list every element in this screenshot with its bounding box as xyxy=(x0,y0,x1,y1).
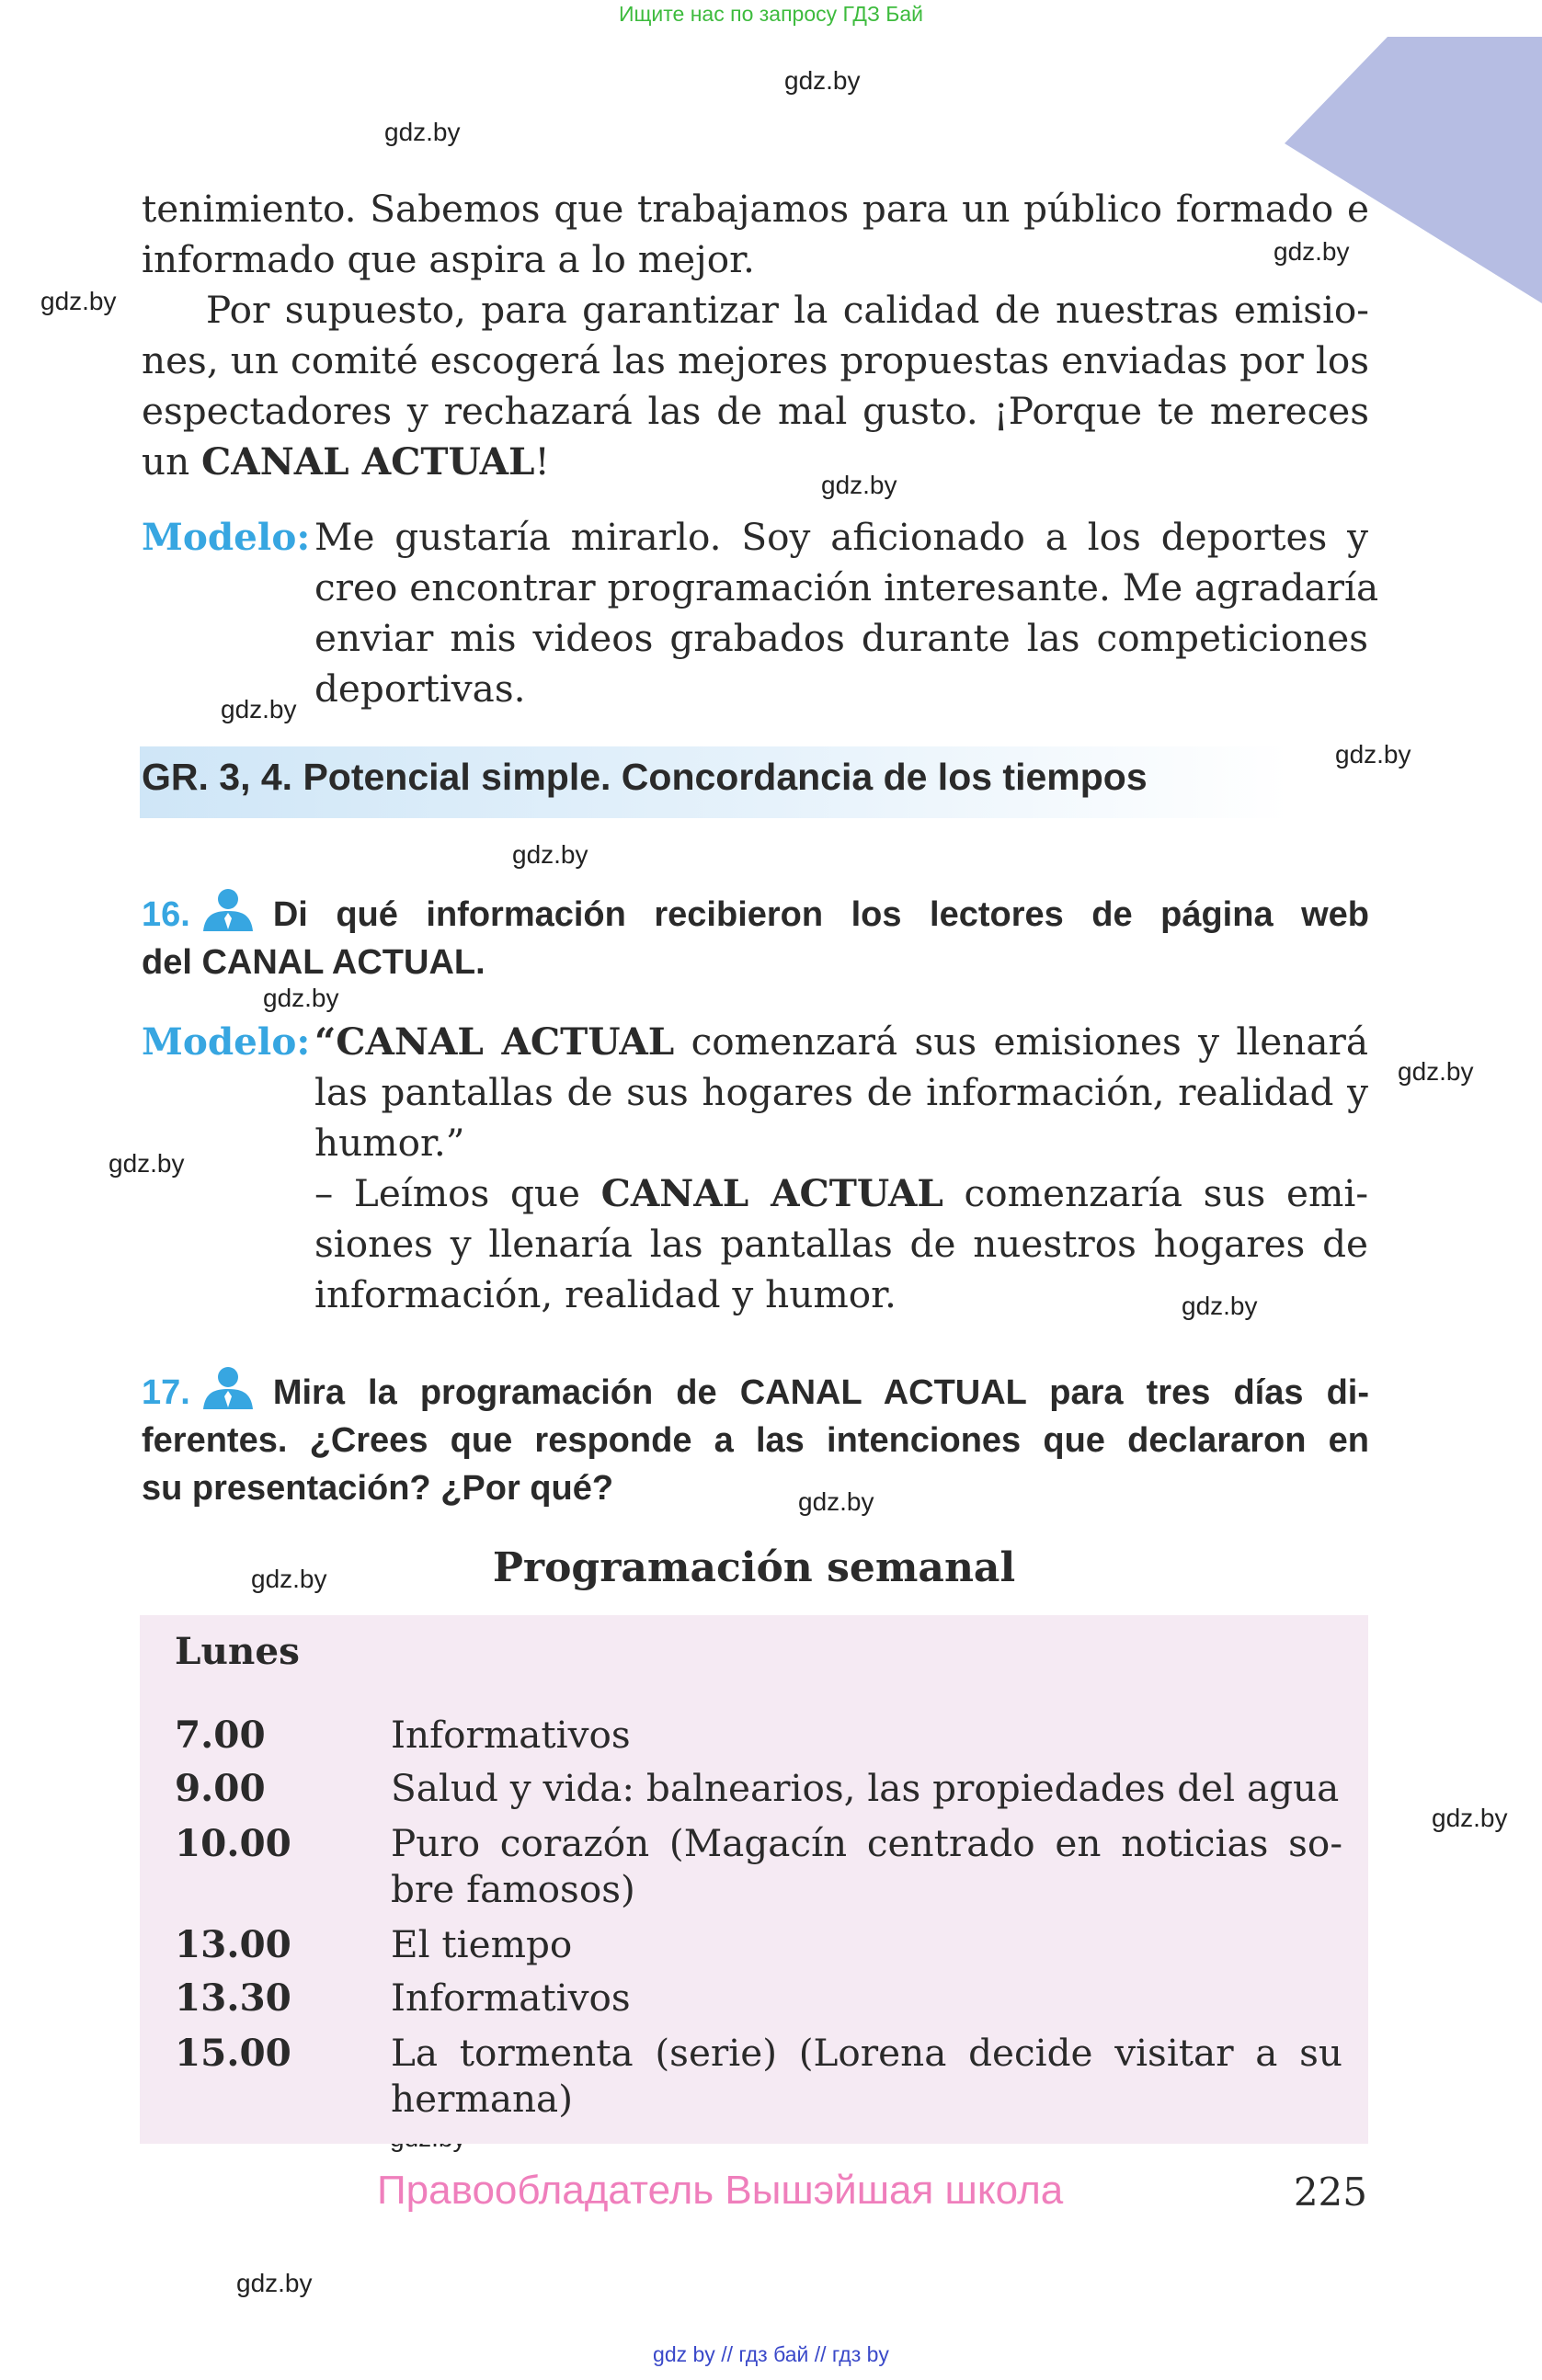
text-line: El tiempo xyxy=(391,1922,573,1966)
text-line: creo encontrar programación interesante. Me agradaría xyxy=(314,565,1379,609)
text-line: La tormenta (serie) (Lorena decide visitar a su xyxy=(391,2031,1342,2075)
text-fragment: un xyxy=(142,439,202,484)
task-line xyxy=(142,1365,1369,1417)
watermark: gdz.by xyxy=(40,287,117,315)
watermark: gdz.by xyxy=(236,2269,313,2297)
text-fragment: comenzaría sus emi- xyxy=(942,1171,1369,1215)
task-line: del CANAL ACTUAL. xyxy=(142,943,485,982)
watermark: gdz.by xyxy=(1335,740,1411,769)
canal-actual-bold: CANAL ACTUAL xyxy=(201,439,535,484)
task-line: ferentes. ¿Crees que responde a las intenciones que declararon en xyxy=(142,1421,1369,1460)
watermark: gdz.by xyxy=(1432,1804,1508,1832)
text-line: enviar mis videos grabados durante las competiciones xyxy=(314,616,1368,660)
task-number: 16. xyxy=(142,895,190,934)
schedule-time: 15.00 xyxy=(175,2031,291,2075)
text-line: hermana) xyxy=(391,2077,573,2121)
footer-links[interactable]: gdz by // гдз бай // гдз by xyxy=(653,2342,889,2366)
schedule-time: 9.00 xyxy=(175,1766,266,1810)
watermark: gdz.by xyxy=(784,66,861,95)
text-line xyxy=(314,1168,1368,1219)
text-line: Salud y vida: balnearios, las propiedades del agua xyxy=(391,1766,1340,1810)
task-16 xyxy=(142,887,1369,986)
watermark: gdz.by xyxy=(109,1149,185,1178)
watermark: gdz.by xyxy=(821,471,897,499)
text-fragment: – Leímos que xyxy=(314,1171,601,1215)
text-line xyxy=(142,437,1369,487)
schedule-time: 10.00 xyxy=(175,1821,291,1865)
watermark: gdz.by xyxy=(1274,237,1350,266)
model-example-1 xyxy=(314,512,1379,714)
text-line: deportivas. xyxy=(314,666,526,711)
task-text: Di qué información recibieron los lectores de página web xyxy=(272,895,1369,934)
model-example-2 xyxy=(314,1017,1368,1320)
task-text: Mira la programación de CANAL ACTUAL para tres días di- xyxy=(272,1373,1369,1412)
text-line: espectadores y rechazará las de mal gusto. ¡Porque te mereces xyxy=(142,389,1369,433)
text-fragment: ! xyxy=(534,439,550,484)
schedule-show xyxy=(391,1765,1342,1811)
task-number: 17. xyxy=(142,1373,190,1412)
model-label: Modelo: xyxy=(142,1019,311,1064)
task-17 xyxy=(142,1365,1369,1512)
top-search-hint[interactable]: Ищите нас по запросу ГДЗ Бай xyxy=(618,2,924,26)
text-line: Me gustaría mirarlo. Soy aficionado a los deportes y xyxy=(314,515,1368,559)
schedule-title: Programación semanal xyxy=(492,1544,1016,1591)
canal-actual-bold: “CANAL ACTUAL xyxy=(314,1019,675,1064)
text-line: nes, un comité escogerá las mejores propuestas enviadas por los xyxy=(142,338,1369,382)
text-line: Informativos xyxy=(391,1713,631,1757)
grammar-heading: GR. 3, 4. Potencial simple. Concordancia de los tiempos xyxy=(142,756,1148,798)
schedule-show xyxy=(391,2030,1342,2122)
text-line: bre famosos) xyxy=(391,1867,635,1911)
watermark: gdz.by xyxy=(1182,1292,1258,1320)
canal-actual-bold: CANAL ACTUAL xyxy=(600,1171,943,1215)
text-line: las pantallas de sus hogares de información, realidad y xyxy=(314,1070,1368,1114)
schedule-time: 13.30 xyxy=(175,1976,291,2020)
text-fragment: comenzará sus emisiones y llenará xyxy=(674,1019,1368,1064)
watermark: gdz.by xyxy=(1398,1057,1474,1086)
text-line: información, realidad y humor. xyxy=(314,1272,897,1316)
paragraph-intro xyxy=(142,184,1369,285)
schedule-show xyxy=(391,1820,1342,1912)
paragraph-quality xyxy=(142,285,1369,487)
text-line: Informativos xyxy=(391,1976,631,2020)
person-icon xyxy=(201,1365,255,1409)
watermark: gdz.by xyxy=(221,695,297,723)
schedule-show xyxy=(391,1975,1342,2021)
schedule-show xyxy=(391,1921,1342,1967)
rights-holder: Правообладатель Вышэйшая школа xyxy=(377,2168,1064,2213)
task-line: su presentación? ¿Por qué? xyxy=(142,1469,614,1508)
watermark: gdz.by xyxy=(384,118,461,146)
text-line: informado que aspira a lo mejor. xyxy=(142,237,755,281)
text-line: Puro corazón (Magacín centrado en noticias so- xyxy=(391,1821,1342,1865)
watermark: gdz.by xyxy=(263,984,339,1012)
text-line xyxy=(314,1017,1368,1067)
watermark: gdz.by xyxy=(798,1487,874,1516)
text-line: siones y llenaría las pantallas de nuestros hogares de xyxy=(314,1222,1368,1266)
task-line xyxy=(142,887,1369,939)
schedule-day: Lunes xyxy=(175,1629,300,1673)
person-icon xyxy=(201,887,255,931)
page-number: 225 xyxy=(1293,2169,1367,2215)
schedule-time: 7.00 xyxy=(175,1713,266,1757)
text-line: tenimiento. Sabemos que trabajamos para un público formado e xyxy=(142,187,1369,231)
watermark: gdz.by xyxy=(251,1565,327,1593)
text-line: Por supuesto, para garantizar la calidad de nuestras emisio- xyxy=(206,288,1369,332)
schedule-show xyxy=(391,1712,1342,1758)
model-label: Modelo: xyxy=(142,515,311,559)
text-line: humor.” xyxy=(314,1121,465,1165)
watermark: gdz.by xyxy=(512,840,588,869)
schedule-time: 13.00 xyxy=(175,1922,291,1966)
